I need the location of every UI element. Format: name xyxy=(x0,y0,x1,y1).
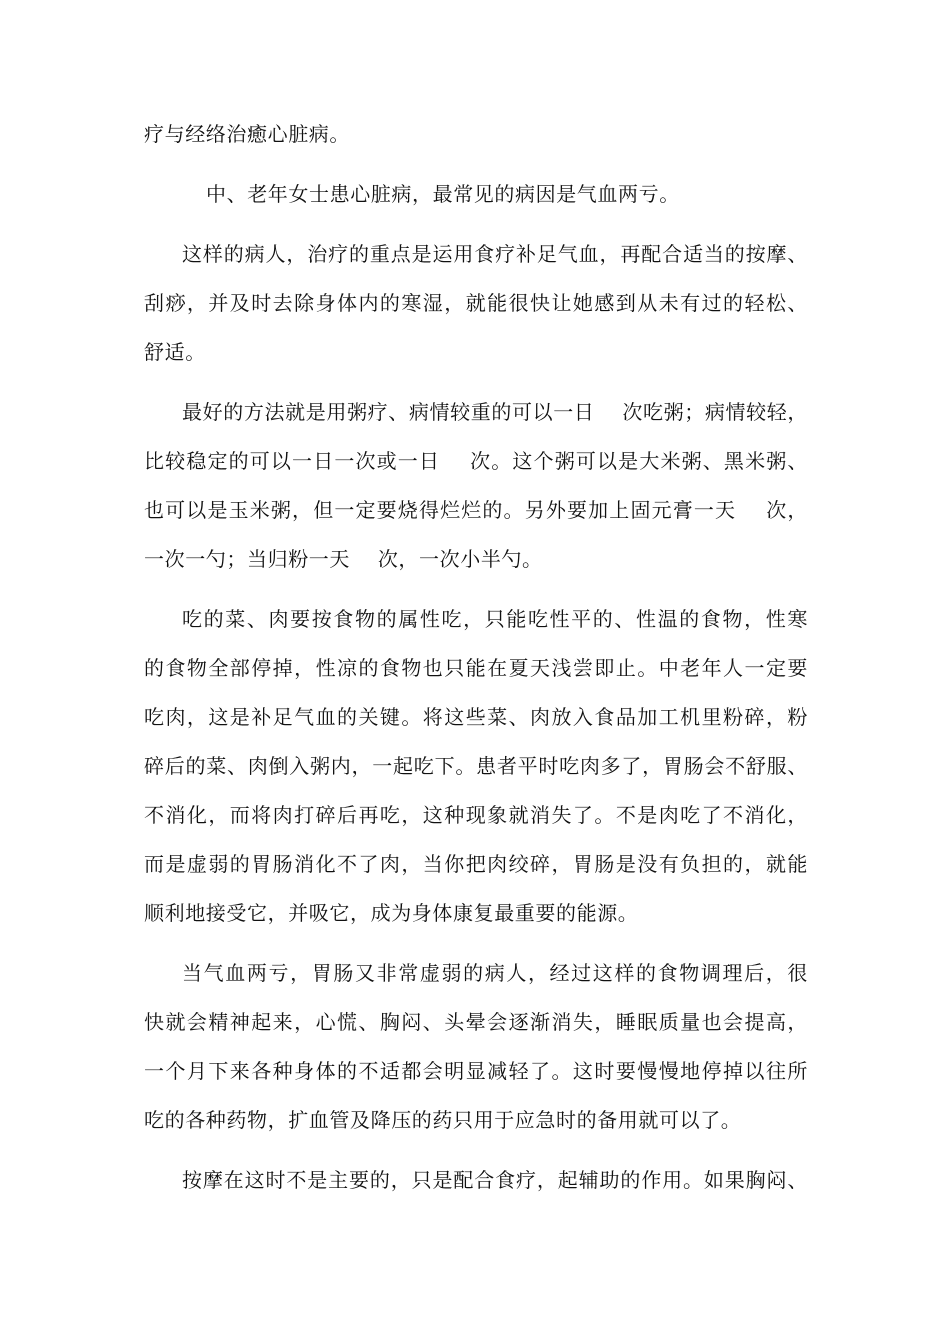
text-line: 吃的各种药物，扩血管及降压的药只用于应急时的备用就可以了。 xyxy=(144,1108,742,1132)
text-line: 一个月下来各种身体的不适都会明显减轻了。这时要慢慢地停掉以往所 xyxy=(144,1059,808,1083)
text-line: 顺利地接受它，并吸它，成为身体康复最重要的能源。 xyxy=(144,901,639,925)
text-line: 不消化，而将肉打碎后再吃，这种现象就消失了。不是肉吃了不消化， xyxy=(144,803,808,827)
text-line: 疗与经络治癒心脏病。 xyxy=(144,122,350,146)
text-line: 碎后的菜、肉倒入粥内，一起吃下。患者平时吃肉多了，胃肠会不舒服、 xyxy=(144,754,808,778)
text-line: 而是虚弱的胃肠消化不了肉，当你把肉绞碎，胃肠是没有负担的，就能 xyxy=(144,852,808,876)
text-line: 刮痧，并及时去除身体内的寒湿，就能很快让她感到从未有过的轻松、 xyxy=(144,291,808,315)
text-line: 的食物全部停掉，性凉的食物也只能在夏天浅尝即止。中老年人一定要 xyxy=(144,656,808,680)
text-line: 舒适。 xyxy=(144,340,206,364)
text-line: 快就会精神起来，心慌、胸闷、头晕会逐渐消失，睡眠质量也会提高， xyxy=(144,1010,808,1034)
text-line: 当气血两亏，胃肠又非常虚弱的病人，经过这样的食物调理后，很 xyxy=(182,961,808,985)
text-line: 中、老年女士患心脏病，最常见的病因是气血两亏。 xyxy=(206,182,680,206)
text-line: 吃的菜、肉要按食物的属性吃，只能吃性平的、性温的食物，性寒 xyxy=(182,607,808,631)
text-line: 一次一勺；当归粉一天 次，一次小半勺。 xyxy=(144,547,543,571)
text-line: 最好的方法就是用粥疗、病情较重的可以一日 次吃粥；病情较轻， xyxy=(182,400,808,424)
text-line: 这样的病人，治疗的重点是运用食疗补足气血，再配合适当的按摩、 xyxy=(182,242,808,266)
text-line: 比较稳定的可以一日一次或一日 次。这个粥可以是大米粥、黑米粥、 xyxy=(144,449,808,473)
text-line: 也可以是玉米粥，但一定要烧得烂烂的。另外要加上固元膏一天 次， xyxy=(144,498,808,522)
text-line: 按摩在这时不是主要的，只是配合食疗，起辅助的作用。如果胸闷、 xyxy=(182,1168,808,1192)
text-line: 吃肉，这是补足气血的关键。将这些菜、肉放入食品加工机里粉碎，粉 xyxy=(144,705,808,729)
